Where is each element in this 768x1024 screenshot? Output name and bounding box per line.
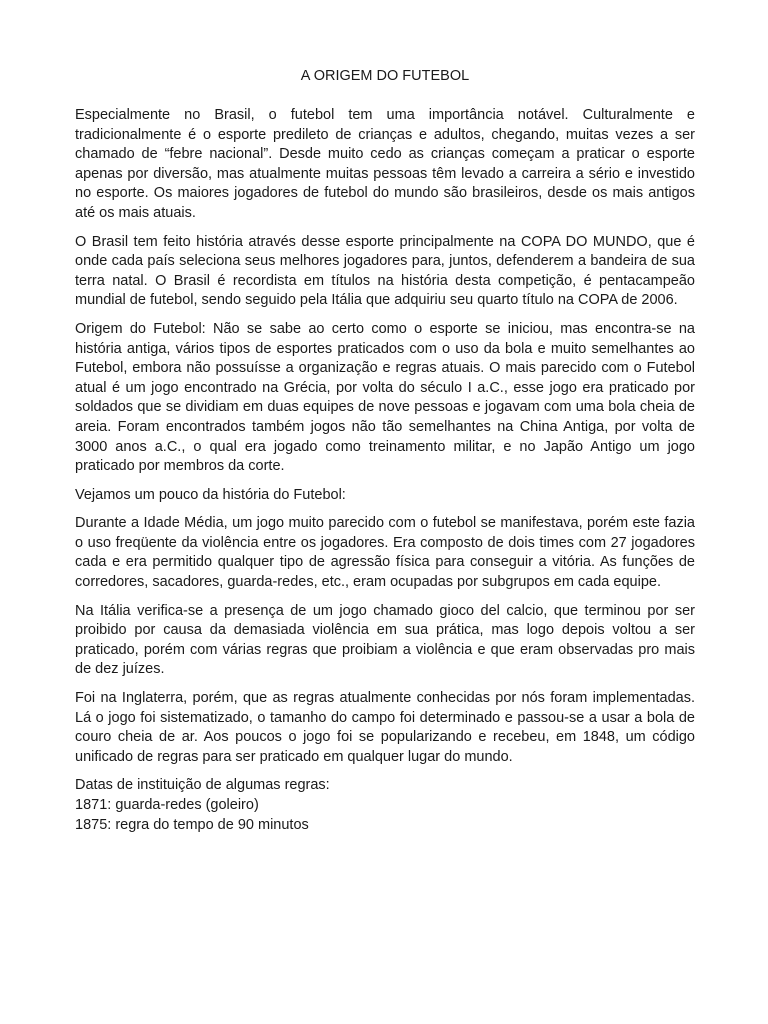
paragraph-origem: Origem do Futebol: Não se sabe ao certo como o esporte se iniciou, mas encontra-se na história antiga, vários tipos de esportes praticados com o uso da bola e muito semelhantes ao Futebol, embora não possuísse a organização e regras atuais. O mais parecido com o Futebol atual é um jogo encontrado na Grécia, por volta do século I a.C., esse jogo era praticado por soldados que se dividiam em duas equipes de nove pessoas e jogavam com uma bola cheia de areia. Foram encontrados também jogos não tão semelhantes na China Antiga, por volta de 3000 anos a.C., o qual era jogado como treinamento militar, e no Japão Antigo um jogo praticado por membros da corte. (75, 320, 695, 475)
paragraph-brasil-copa: O Brasil tem feito história através desse esporte principalmente na COPA DO MUNDO, que é onde cada país seleciona seus melhores jogadores para, juntos, defenderem a bandeira de sua terra natal. O Brasil é recordista em títulos na história desta competição, é pentacampeão mundial de futebol, sendo seguido pela Itália que adquiriu seu quarto título na COPA de 2006. (75, 233, 695, 309)
paragraph-historia-heading: Vejamos um pouco da história do Futebol: (75, 486, 346, 503)
list-item: 1875: regra do tempo de 90 minutos (75, 816, 309, 833)
document-title: A ORIGEM DO FUTEBOL (300, 68, 470, 84)
rules-list-heading: Datas de instituição de algumas regras: (75, 777, 330, 794)
rules-list (75, 776, 695, 835)
paragraph-intro: Especialmente no Brasil, o futebol tem uma importância notável. Culturalmente e tradicionalmente é o esporte predileto de crianças e adultos, chegando, muitas vezes a ser chamado de “febre nacional”. Desde muito cedo as crianças começam a praticar o esporte apenas por diversão, mas atualmente muitas pessoas têm levado a carreira a sério e investido no esporte. Os maiores jogadores de futebol do mundo são brasileiros, desde os mais antigos até os mais atuais. (75, 107, 695, 221)
document-page (75, 66, 695, 835)
paragraph-inglaterra: Foi na Inglaterra, porém, que as regras atualmente conhecidas por nós foram implementadas. Lá o jogo foi sistematizado, o tamanho do campo foi determinado e passou-se a usar a bola de couro cheia de ar. Aos poucos o jogo foi se popularizando e recebeu, em 1848, um código unificado de regras para ser praticado em qualquer lugar do mundo. (75, 690, 695, 765)
paragraph-italia: Na Itália verifica-se a presença de um jogo chamado gioco del calcio, que terminou por ser proibido por causa da demasiada violência em sua prática, mas logo depois voltou a ser praticado, porém com várias regras que proibiam a violência e que eram observadas pro mais de dez juízes. (75, 602, 695, 678)
paragraph-idade-media: Durante a Idade Média, um jogo muito parecido com o futebol se manifestava, porém este fazia o uso freqüente da violência entre os jogadores. Era composto de dois times com 27 jogadores cada e era permitido qualquer tipo de agressão física para conseguir a vitória. As funções de corredores, sacadores, guarda-redes, etc., eram ocupadas por subgrupos em cada equipe. (75, 515, 695, 591)
list-item: 1871: guarda-redes (goleiro) (75, 797, 259, 813)
